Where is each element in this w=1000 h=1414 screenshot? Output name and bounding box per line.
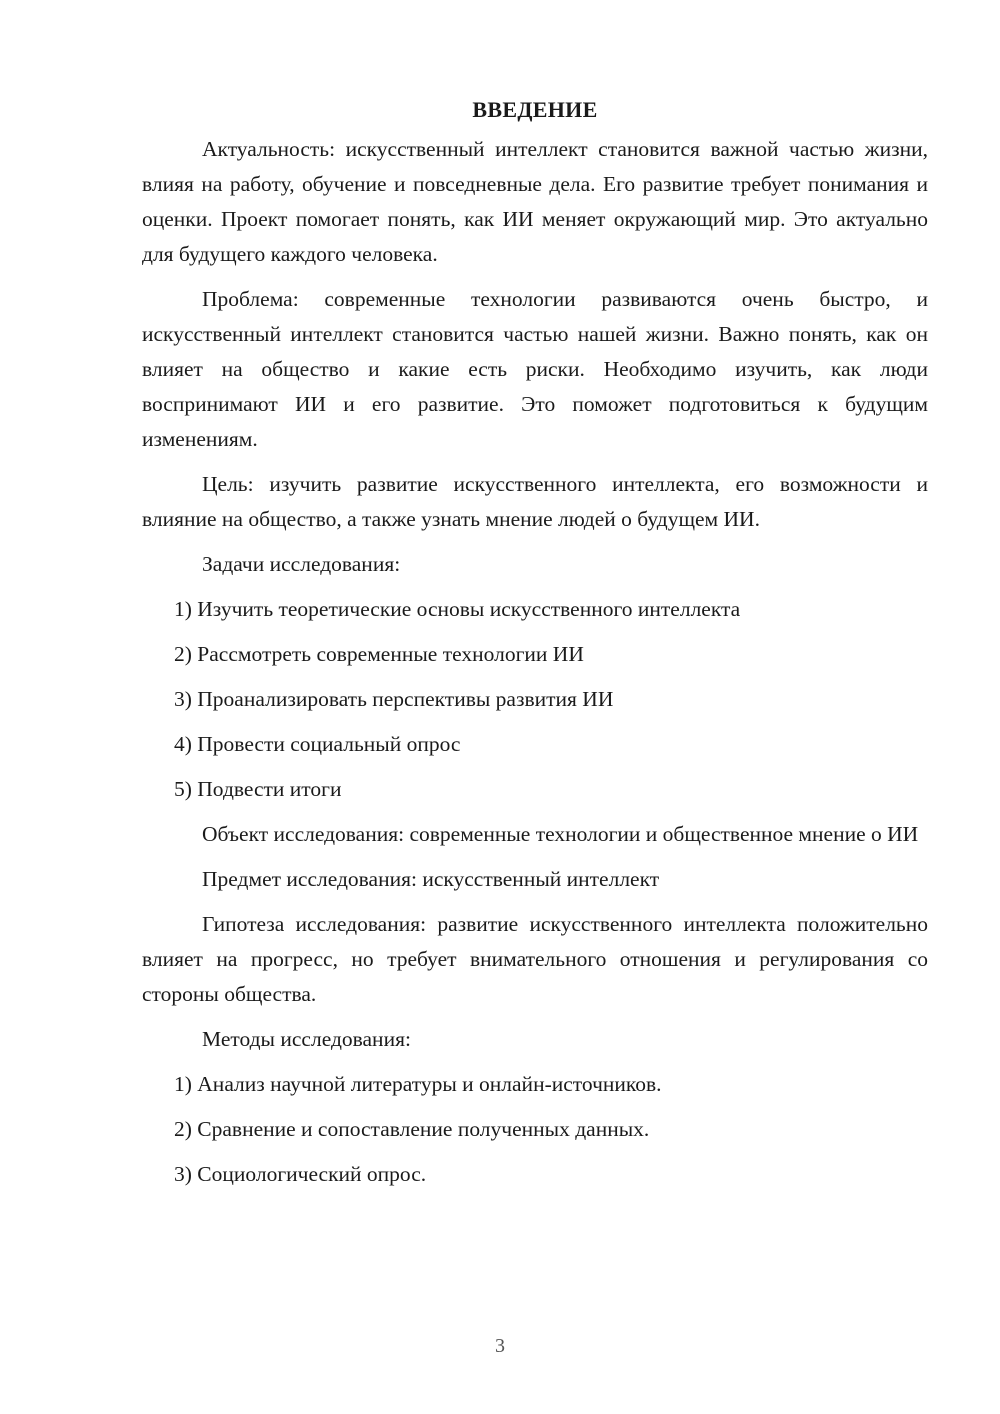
hypothesis-paragraph: Гипотеза исследования: развитие искусственного интеллекта положительно влияет на прогресс, но требует внимательного отношения и регулирования со стороны общества. (142, 912, 928, 1006)
list-item: 1) Изучить теоретические основы искусственного интеллекта (174, 597, 741, 621)
page-title: ВВЕДЕНИЕ (472, 97, 598, 122)
methods-list (142, 1067, 928, 1192)
list-item: 2) Сравнение и сопоставление полученных данных. (174, 1117, 650, 1141)
tasks-heading: Задачи исследования: (202, 552, 401, 576)
tasks-list (142, 592, 928, 807)
list-item: 3) Проанализировать перспективы развития ИИ (174, 687, 614, 711)
list-item: 5) Подвести итоги (174, 777, 342, 801)
list-item: 4) Провести социальный опрос (174, 732, 461, 756)
subject-paragraph: Предмет исследования: искусственный интеллект (202, 867, 660, 891)
list-item: 1) Анализ научной литературы и онлайн-источников. (174, 1072, 662, 1096)
page-number: 3 (495, 1335, 505, 1357)
methods-heading: Методы исследования: (202, 1027, 411, 1051)
goal-paragraph: Цель: изучить развитие искусственного интеллекта, его возможности и влияние на общество, а также узнать мнение людей о будущем ИИ. (142, 472, 928, 531)
document-page (142, 92, 928, 1202)
problem-paragraph: Проблема: современные технологии развиваются очень быстро, и искусственный интеллект становится частью нашей жизни. Важно понять, как он влияет на общество и какие есть риски. Необходимо изучить, как люди воспринимают ИИ и его развитие. Это поможет подготовиться к будущим изменениям. (142, 287, 928, 451)
list-item: 2) Рассмотреть современные технологии ИИ (174, 642, 584, 666)
object-paragraph: Объект исследования: современные технологии и общественное мнение о ИИ (202, 822, 919, 846)
list-item: 3) Социологический опрос. (174, 1162, 427, 1186)
relevance-paragraph: Актуальность: искусственный интеллект становится важной частью жизни, влияя на работу, обучение и повседневные дела. Его развитие требует понимания и оценки. Проект помогает понять, как ИИ меняет окружающий мир. Это актуально для будущего каждого человека. (142, 137, 928, 266)
